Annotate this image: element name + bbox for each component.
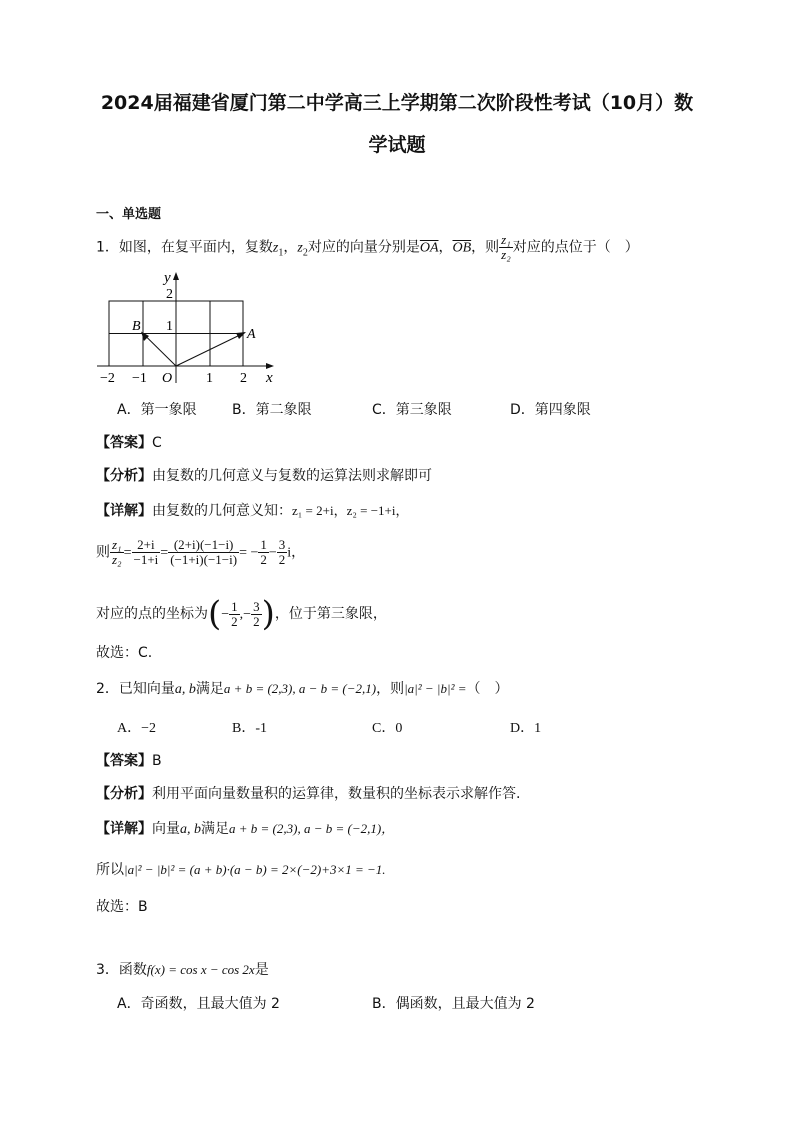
q1-detail2-frac4: $\frac{1}{2}$ [260,537,267,567]
q1-comma: ， [438,239,453,256]
q1-stem-c: ，则 [471,239,500,256]
page-title: 2024届福建省厦门第二中学高三上学期第二次阶段性考试（10月）数 [100,92,694,114]
q1-detail3-minus: − [221,607,230,622]
q2-option-b: B．-1 [232,721,267,736]
q1-detail-line3: 对应的点的坐标为(− $\frac{1}{2}$ ,− $\frac{3}{2}$ )，位于第三象限， [96,594,387,634]
x-label: x [266,370,273,386]
q2-stem [96,678,509,698]
vector-ob [143,334,176,367]
q2-detail-tag: 【详解】 [96,821,152,837]
q1-detail2-frac5: $\frac{3}{2}$ [278,537,286,567]
q1-option-c: C．第三象限 [372,402,452,418]
section-heading: 一、单选题 [96,207,162,222]
q2-detail1: 向量 [152,821,180,837]
q1-z2: z [297,240,303,256]
q1-detail2-frac1: $\frac{\text{z₁}}{\text{z₂}}$ [112,537,122,567]
page-title-line2: 学试题 [368,134,426,156]
q1-z1: z [272,240,279,256]
q2-detail2-math: |a|² − |b|² = (a + b)·(a − b) = 2×(−2)+3×1 = −1. [124,862,386,877]
q1-answer-tag: 【答案】 [96,435,152,451]
q1-detail3-pre: 对应的点的坐标为 [96,606,208,622]
q1-detail2-pre: 则 [96,544,110,561]
q1-detail3-post: ，位于第三象限， [274,606,387,622]
q1-choose: 故选：C. [96,645,153,661]
q1-detail3-sep: ,− [239,607,252,622]
q2-analysis: 利用平面向量数量积的运算律，数量积的坐标表示求解作答. [152,786,521,802]
q2-analysis-tag: 【分析】 [96,786,152,802]
q2-stem-math1: a, b [174,682,196,697]
q1-answer-line [96,432,162,452]
origin-label: O [162,371,173,386]
q2-choose: 故选：B [96,899,148,915]
q2-answer-line [96,750,162,770]
q1-detail2-eq2: = [160,545,169,561]
q1-detail-line2 [96,538,305,567]
q1-detail1: 由复数的几何意义知： [152,503,292,519]
q2-stem-math3: |a|² − |b|² = [404,681,467,696]
q1-detail2-frac2: $\frac{2+i}{-1+i}$ [133,537,159,567]
point-a-label: A [247,327,256,342]
tick-x-minus2: −2 [100,371,115,386]
q2-answer-tag: 【答案】 [96,753,152,769]
q2-detail-line2 [96,859,386,879]
x-axis-arrow-icon [266,363,274,369]
q3-option-b: B．偶函数，且最大值为 2 [372,996,535,1012]
q1-detail2-end: i， [287,545,306,561]
q3-stem [96,959,269,979]
q2-detail-line1 [96,818,394,838]
q1-vec-ob: $\overline{OB}$ [452,240,472,256]
q1-option-b: B．第二象限 [232,402,312,418]
q3-stem-math: f(x) = cos x − cos 2x [146,962,255,977]
q1-option-d: D．第四象限 [510,402,591,418]
q2-option-c: C．0 [372,721,403,736]
q1-stem-a: 1．如图，在复平面内，复数 [96,239,273,256]
q1-frac: $\frac{\text{z₁}}{\text{z₂}}$ [501,232,511,262]
q1-answer: C [152,435,162,451]
q2-stem-math2: a + b = (2,3), a − b = (−2,1) [223,681,377,696]
q1-analysis-tag: 【分析】 [96,468,152,484]
y-label: y [164,270,171,286]
tick-x-1: 1 [206,371,213,386]
q2-detail1-math2: a + b = (2,3), a − b = (−2,1)， [229,821,395,836]
q1-detail3-frac1: $\frac{1}{2}$ [231,598,238,629]
q2-detail1-math1: a, b [180,822,201,837]
q1-detail-tag: 【详解】 [96,503,152,519]
q1-stem-b: 对应的向量分别是 [307,239,420,256]
q2-option-a: A．−2 [117,721,157,736]
q2-detail2-pre: 所以 [96,862,124,878]
q1-vec-oa: $\overline{OA}$ [419,240,439,256]
tick-x-minus1: −1 [132,371,147,386]
q2-answer: B [152,753,162,769]
tick-y-1: 1 [166,319,173,334]
q1-analysis: 由复数的几何意义与复数的运算法则求解即可 [152,468,432,484]
q3-option-a: A．奇函数，且最大值为 2 [117,996,280,1012]
q1-z1-sub: 1 [278,247,284,259]
q1-analysis-line [96,465,432,485]
q1-stem [96,233,639,262]
q1-stem-d: 对应的点位于（ ） [512,239,639,256]
q2-stem-d: （ ） [466,681,509,697]
point-b-label: B [132,319,141,334]
complex-plane-figure [92,268,292,388]
vector-ob-arrowhead-icon [141,332,149,342]
tick-x-2: 2 [240,371,247,386]
q1-detail2-minus: − [268,545,277,561]
y-axis-arrow-icon [173,272,179,280]
q1-detail2-eq3: = − [239,545,259,561]
q1-detail3-frac2: $\frac{3}{2}$ [253,598,260,629]
q1-sep: ， [283,239,298,256]
q1-detail-line1 [96,500,409,520]
q2-stem-b: 满足 [195,681,224,697]
q3-stem-b: 是 [254,962,269,978]
q1-detail2-eq1: = [123,545,132,561]
q2-stem-a: 2．已知向量 [96,681,175,697]
tick-y-2: 2 [166,287,173,302]
q2-analysis-line [96,783,520,803]
q3-stem-a: 3．函数 [96,962,147,978]
q1-detail2-frac3: $\frac{(2+i)(-1-i)}{(-1+i)(-1-i)}$ [170,537,238,567]
vector-oa-arrowhead-icon [236,332,246,339]
q1-option-a: A．第一象限 [117,402,197,418]
q2-option-d: D．1 [510,721,542,736]
q1-detail1-math: z₁ = 2+i，z₂ = −1+i， [292,503,409,518]
q1-z2-sub: 2 [302,247,308,259]
q2-detail1-b: 满足 [201,821,229,837]
q2-stem-c: ，则 [376,681,405,697]
